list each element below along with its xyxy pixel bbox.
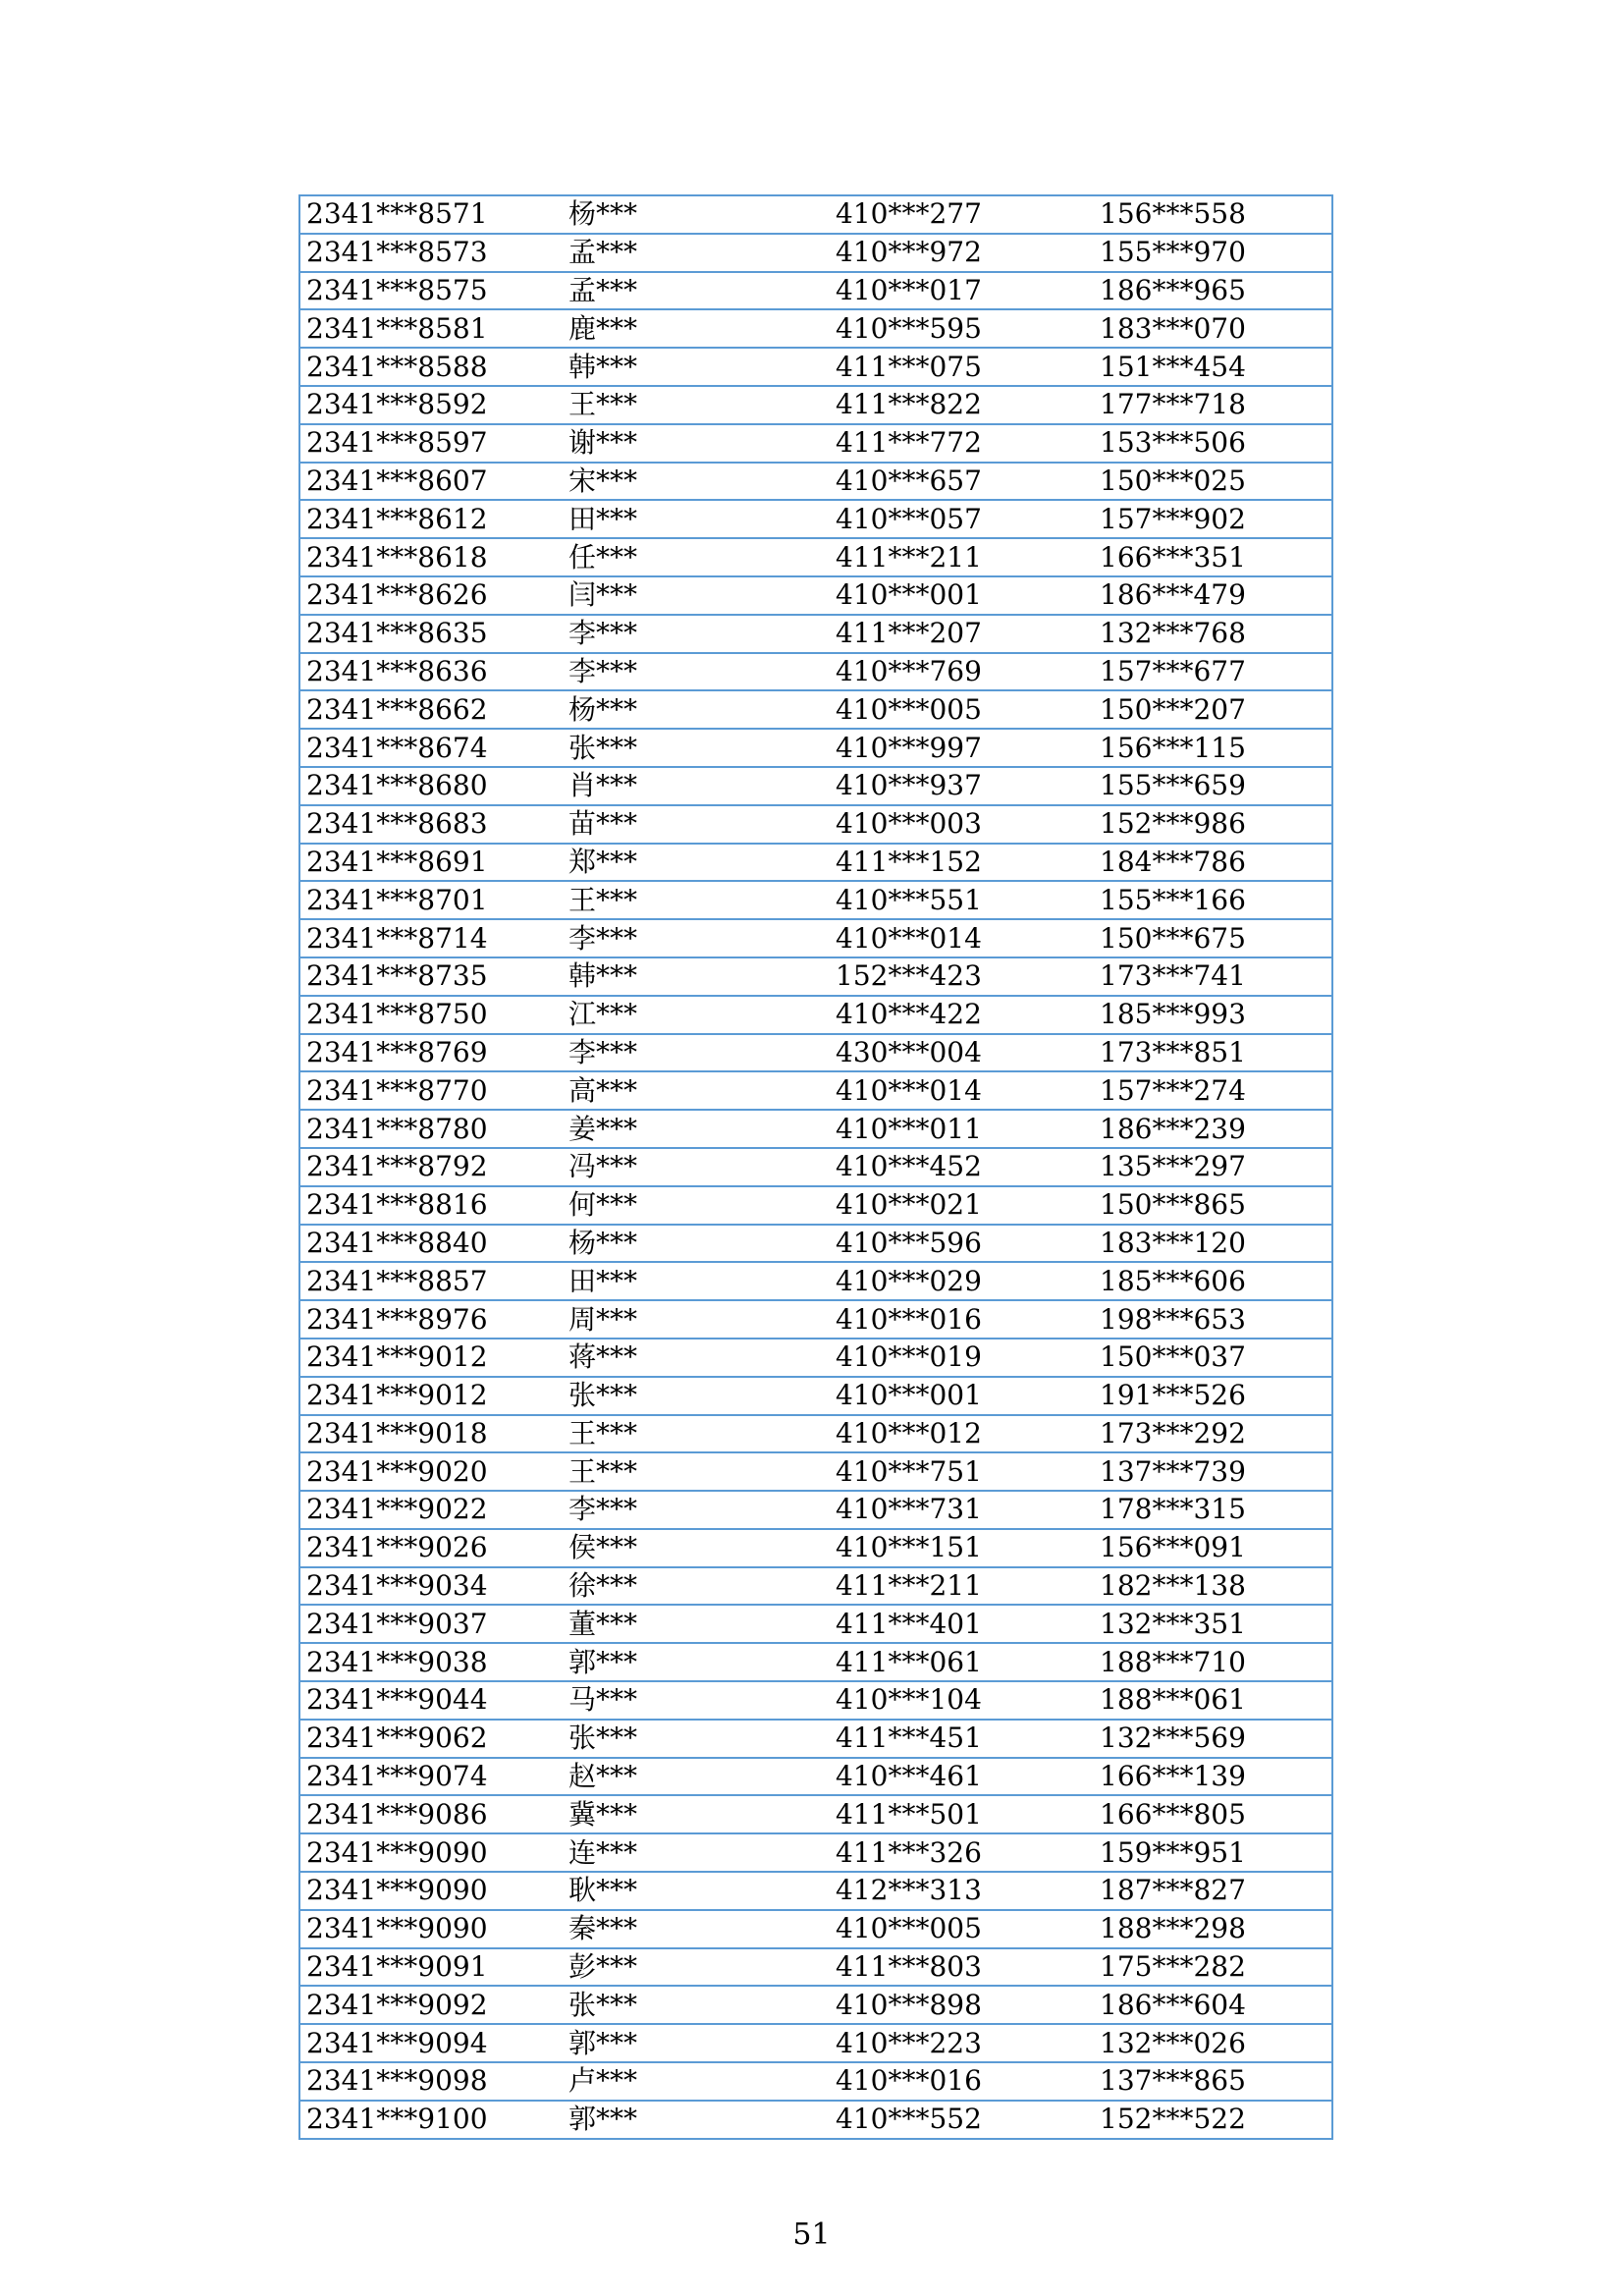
table-row [299, 348, 1332, 386]
table-row [299, 234, 1332, 272]
record-id-cell: 2341***9022 [299, 1491, 559, 1529]
phone-cell: 132***569 [1094, 1720, 1332, 1758]
id-number-cell: 411***211 [828, 538, 1094, 576]
phone-cell: 166***351 [1094, 538, 1332, 576]
table-row [299, 1720, 1332, 1758]
name-cell: 闫*** [559, 576, 828, 615]
record-id-cell: 2341***9044 [299, 1681, 559, 1720]
id-number-cell: 411***451 [828, 1720, 1094, 1758]
table-row [299, 690, 1332, 729]
name-cell: 李*** [559, 919, 828, 957]
page-number: 51 [792, 2217, 831, 2252]
id-number-cell: 410***005 [828, 1910, 1094, 1948]
id-number-cell: 410***452 [828, 1148, 1094, 1186]
id-number-cell: 411***152 [828, 844, 1094, 882]
record-id-cell: 2341***8588 [299, 348, 559, 386]
table-row [299, 195, 1332, 234]
table-row [299, 881, 1332, 919]
phone-cell: 156***115 [1094, 729, 1332, 767]
name-cell: 杨*** [559, 1225, 828, 1263]
id-number-cell: 412***313 [828, 1872, 1094, 1910]
phone-cell: 153***506 [1094, 424, 1332, 463]
id-number-cell: 410***898 [828, 1986, 1094, 2024]
name-cell: 姜*** [559, 1110, 828, 1148]
record-id-cell: 2341***8780 [299, 1110, 559, 1148]
record-id-cell: 2341***9020 [299, 1452, 559, 1491]
phone-cell: 150***675 [1094, 919, 1332, 957]
record-id-cell: 2341***8626 [299, 576, 559, 615]
record-id-cell: 2341***8683 [299, 805, 559, 844]
record-id-cell: 2341***9092 [299, 1986, 559, 2024]
name-cell: 周*** [559, 1300, 828, 1339]
id-number-cell: 410***014 [828, 919, 1094, 957]
phone-cell: 187***827 [1094, 1872, 1332, 1910]
table-row [299, 1186, 1332, 1225]
name-cell: 孟*** [559, 272, 828, 310]
record-id-cell: 2341***8597 [299, 424, 559, 463]
record-table [298, 194, 1333, 2140]
phone-cell: 150***865 [1094, 1186, 1332, 1225]
name-cell: 李*** [559, 1491, 828, 1529]
table-row [299, 272, 1332, 310]
table-row [299, 996, 1332, 1034]
phone-cell: 157***902 [1094, 500, 1332, 538]
table-row [299, 1148, 1332, 1186]
record-id-cell: 2341***9074 [299, 1758, 559, 1796]
id-number-cell: 410***657 [828, 463, 1094, 501]
table-row [299, 1339, 1332, 1377]
name-cell: 连*** [559, 1833, 828, 1872]
name-cell: 徐*** [559, 1567, 828, 1606]
name-cell: 王*** [559, 1452, 828, 1491]
phone-cell: 150***025 [1094, 463, 1332, 501]
id-number-cell: 411***822 [828, 386, 1094, 424]
id-number-cell: 410***011 [828, 1110, 1094, 1148]
id-number-cell: 410***151 [828, 1529, 1094, 1567]
name-cell: 韩*** [559, 348, 828, 386]
name-cell: 冀*** [559, 1795, 828, 1833]
name-cell: 王*** [559, 881, 828, 919]
phone-cell: 188***710 [1094, 1643, 1332, 1681]
name-cell: 王*** [559, 386, 828, 424]
table-row [299, 538, 1332, 576]
phone-cell: 155***659 [1094, 767, 1332, 805]
id-number-cell: 411***501 [828, 1795, 1094, 1833]
name-cell: 董*** [559, 1605, 828, 1643]
name-cell: 任*** [559, 538, 828, 576]
name-cell: 张*** [559, 1377, 828, 1415]
record-id-cell: 2341***8857 [299, 1262, 559, 1300]
phone-cell: 173***851 [1094, 1034, 1332, 1072]
record-id-cell: 2341***9098 [299, 2062, 559, 2101]
record-id-cell: 2341***9086 [299, 1795, 559, 1833]
phone-cell: 183***070 [1094, 309, 1332, 348]
id-number-cell: 410***461 [828, 1758, 1094, 1796]
phone-cell: 132***026 [1094, 2024, 1332, 2062]
table-row [299, 729, 1332, 767]
id-number-cell: 410***552 [828, 2101, 1094, 2139]
name-cell: 张*** [559, 729, 828, 767]
table-row [299, 1910, 1332, 1948]
id-number-cell: 411***211 [828, 1567, 1094, 1606]
record-id-cell: 2341***9090 [299, 1833, 559, 1872]
phone-cell: 185***606 [1094, 1262, 1332, 1300]
record-id-cell: 2341***8571 [299, 195, 559, 234]
record-id-cell: 2341***8816 [299, 1186, 559, 1225]
id-number-cell: 410***595 [828, 309, 1094, 348]
name-cell: 肖*** [559, 767, 828, 805]
name-cell: 江*** [559, 996, 828, 1034]
record-id-cell: 2341***8607 [299, 463, 559, 501]
record-id-cell: 2341***9037 [299, 1605, 559, 1643]
name-cell: 郭*** [559, 2101, 828, 2139]
name-cell: 谢*** [559, 424, 828, 463]
record-id-cell: 2341***8701 [299, 881, 559, 919]
table-row [299, 1110, 1332, 1148]
id-number-cell: 410***277 [828, 195, 1094, 234]
phone-cell: 173***292 [1094, 1415, 1332, 1453]
id-number-cell: 430***004 [828, 1034, 1094, 1072]
table-row [299, 1377, 1332, 1415]
table-row [299, 500, 1332, 538]
name-cell: 郭*** [559, 2024, 828, 2062]
id-number-cell: 410***001 [828, 1377, 1094, 1415]
record-id-cell: 2341***8770 [299, 1071, 559, 1110]
name-cell: 卢*** [559, 2062, 828, 2101]
phone-cell: 175***282 [1094, 1948, 1332, 1987]
table-row [299, 1071, 1332, 1110]
phone-cell: 152***522 [1094, 2101, 1332, 2139]
id-number-cell: 410***017 [828, 272, 1094, 310]
name-cell: 冯*** [559, 1148, 828, 1186]
id-number-cell: 410***021 [828, 1186, 1094, 1225]
phone-cell: 188***298 [1094, 1910, 1332, 1948]
id-number-cell: 410***003 [828, 805, 1094, 844]
table-row [299, 424, 1332, 463]
table-row [299, 1986, 1332, 2024]
name-cell: 耿*** [559, 1872, 828, 1910]
name-cell: 王*** [559, 1415, 828, 1453]
name-cell: 何*** [559, 1186, 828, 1225]
table-row [299, 2024, 1332, 2062]
record-id-cell: 2341***8735 [299, 957, 559, 996]
phone-cell: 132***351 [1094, 1605, 1332, 1643]
table-row [299, 919, 1332, 957]
record-id-cell: 2341***8636 [299, 653, 559, 691]
table-row [299, 653, 1332, 691]
phone-cell: 137***739 [1094, 1452, 1332, 1491]
table-row [299, 1529, 1332, 1567]
phone-cell: 191***526 [1094, 1377, 1332, 1415]
name-cell: 宋*** [559, 463, 828, 501]
table-row [299, 615, 1332, 653]
record-id-cell: 2341***9012 [299, 1339, 559, 1377]
id-number-cell: 410***019 [828, 1339, 1094, 1377]
name-cell: 李*** [559, 615, 828, 653]
record-id-cell: 2341***9062 [299, 1720, 559, 1758]
name-cell: 郭*** [559, 1643, 828, 1681]
id-number-cell: 410***029 [828, 1262, 1094, 1300]
id-number-cell: 410***596 [828, 1225, 1094, 1263]
phone-cell: 188***061 [1094, 1681, 1332, 1720]
record-table-body [299, 195, 1332, 2139]
table-row [299, 1643, 1332, 1681]
phone-cell: 166***139 [1094, 1758, 1332, 1796]
name-cell: 韩*** [559, 957, 828, 996]
name-cell: 苗*** [559, 805, 828, 844]
record-id-cell: 2341***9026 [299, 1529, 559, 1567]
record-id-cell: 2341***8612 [299, 500, 559, 538]
id-number-cell: 410***751 [828, 1452, 1094, 1491]
name-cell: 侯*** [559, 1529, 828, 1567]
table-row [299, 576, 1332, 615]
table-row [299, 1833, 1332, 1872]
name-cell: 马*** [559, 1681, 828, 1720]
table-row [299, 805, 1332, 844]
record-id-cell: 2341***9100 [299, 2101, 559, 2139]
id-number-cell: 410***769 [828, 653, 1094, 691]
record-id-cell: 2341***8840 [299, 1225, 559, 1263]
phone-cell: 198***653 [1094, 1300, 1332, 1339]
record-id-cell: 2341***9094 [299, 2024, 559, 2062]
phone-cell: 182***138 [1094, 1567, 1332, 1606]
record-id-cell: 2341***9034 [299, 1567, 559, 1606]
table-row [299, 1452, 1332, 1491]
phone-cell: 151***454 [1094, 348, 1332, 386]
phone-cell: 157***677 [1094, 653, 1332, 691]
phone-cell: 186***479 [1094, 576, 1332, 615]
table-row [299, 2062, 1332, 2101]
id-number-cell: 410***104 [828, 1681, 1094, 1720]
record-id-cell: 2341***8635 [299, 615, 559, 653]
phone-cell: 157***274 [1094, 1071, 1332, 1110]
table-row [299, 1262, 1332, 1300]
id-number-cell: 410***972 [828, 234, 1094, 272]
table-row [299, 1300, 1332, 1339]
record-id-cell: 2341***8714 [299, 919, 559, 957]
name-cell: 郑*** [559, 844, 828, 882]
id-number-cell: 411***401 [828, 1605, 1094, 1643]
record-id-cell: 2341***8662 [299, 690, 559, 729]
id-number-cell: 410***997 [828, 729, 1094, 767]
phone-cell: 137***865 [1094, 2062, 1332, 2101]
id-number-cell: 411***207 [828, 615, 1094, 653]
record-id-cell: 2341***8792 [299, 1148, 559, 1186]
record-id-cell: 2341***8575 [299, 272, 559, 310]
phone-cell: 178***315 [1094, 1491, 1332, 1529]
name-cell: 杨*** [559, 195, 828, 234]
phone-cell: 166***805 [1094, 1795, 1332, 1833]
record-id-cell: 2341***9091 [299, 1948, 559, 1987]
table-row [299, 463, 1332, 501]
record-id-cell: 2341***9090 [299, 1910, 559, 1948]
table-row [299, 386, 1332, 424]
phone-cell: 156***558 [1094, 195, 1332, 234]
id-number-cell: 410***223 [828, 2024, 1094, 2062]
phone-cell: 159***951 [1094, 1833, 1332, 1872]
id-number-cell: 410***016 [828, 1300, 1094, 1339]
phone-cell: 186***965 [1094, 272, 1332, 310]
id-number-cell: 411***772 [828, 424, 1094, 463]
record-id-cell: 2341***9012 [299, 1377, 559, 1415]
id-number-cell: 410***016 [828, 2062, 1094, 2101]
table-row [299, 1034, 1332, 1072]
id-number-cell: 410***012 [828, 1415, 1094, 1453]
id-number-cell: 410***422 [828, 996, 1094, 1034]
phone-cell: 186***239 [1094, 1110, 1332, 1148]
table-row [299, 1567, 1332, 1606]
id-number-cell: 411***061 [828, 1643, 1094, 1681]
table-row [299, 1872, 1332, 1910]
phone-cell: 155***970 [1094, 234, 1332, 272]
phone-cell: 155***166 [1094, 881, 1332, 919]
table-row [299, 1225, 1332, 1263]
record-id-cell: 2341***8581 [299, 309, 559, 348]
phone-cell: 156***091 [1094, 1529, 1332, 1567]
record-id-cell: 2341***9018 [299, 1415, 559, 1453]
record-id-cell: 2341***8680 [299, 767, 559, 805]
phone-cell: 132***768 [1094, 615, 1332, 653]
id-number-cell: 410***014 [828, 1071, 1094, 1110]
name-cell: 田*** [559, 500, 828, 538]
phone-cell: 177***718 [1094, 386, 1332, 424]
name-cell: 孟*** [559, 234, 828, 272]
record-id-cell: 2341***8769 [299, 1034, 559, 1072]
id-number-cell: 410***731 [828, 1491, 1094, 1529]
table-row [299, 1681, 1332, 1720]
table-row [299, 2101, 1332, 2139]
name-cell: 鹿*** [559, 309, 828, 348]
record-id-cell: 2341***8592 [299, 386, 559, 424]
name-cell: 秦*** [559, 1910, 828, 1948]
record-id-cell: 2341***8674 [299, 729, 559, 767]
id-number-cell: 411***326 [828, 1833, 1094, 1872]
record-id-cell: 2341***8691 [299, 844, 559, 882]
phone-cell: 173***741 [1094, 957, 1332, 996]
name-cell: 杨*** [559, 690, 828, 729]
id-number-cell: 410***937 [828, 767, 1094, 805]
name-cell: 李*** [559, 1034, 828, 1072]
name-cell: 李*** [559, 653, 828, 691]
id-number-cell: 410***057 [828, 500, 1094, 538]
table-row [299, 1415, 1332, 1453]
table-row [299, 1758, 1332, 1796]
record-id-cell: 2341***9038 [299, 1643, 559, 1681]
name-cell: 张*** [559, 1986, 828, 2024]
phone-cell: 186***604 [1094, 1986, 1332, 2024]
phone-cell: 135***297 [1094, 1148, 1332, 1186]
record-id-cell: 2341***8976 [299, 1300, 559, 1339]
name-cell: 蒋*** [559, 1339, 828, 1377]
record-id-cell: 2341***8750 [299, 996, 559, 1034]
id-number-cell: 411***075 [828, 348, 1094, 386]
id-number-cell: 410***551 [828, 881, 1094, 919]
phone-cell: 183***120 [1094, 1225, 1332, 1263]
phone-cell: 185***993 [1094, 996, 1332, 1034]
record-id-cell: 2341***8573 [299, 234, 559, 272]
table-row [299, 1948, 1332, 1987]
id-number-cell: 410***005 [828, 690, 1094, 729]
id-number-cell: 410***001 [828, 576, 1094, 615]
phone-cell: 184***786 [1094, 844, 1332, 882]
table-row [299, 1795, 1332, 1833]
name-cell: 田*** [559, 1262, 828, 1300]
table-row [299, 957, 1332, 996]
name-cell: 张*** [559, 1720, 828, 1758]
table-row [299, 1605, 1332, 1643]
record-id-cell: 2341***9090 [299, 1872, 559, 1910]
table-row [299, 1491, 1332, 1529]
record-id-cell: 2341***8618 [299, 538, 559, 576]
phone-cell: 152***986 [1094, 805, 1332, 844]
table-row [299, 309, 1332, 348]
table-row [299, 844, 1332, 882]
id-number-cell: 152***423 [828, 957, 1094, 996]
id-number-cell: 411***803 [828, 1948, 1094, 1987]
phone-cell: 150***037 [1094, 1339, 1332, 1377]
table-row [299, 767, 1332, 805]
name-cell: 赵*** [559, 1758, 828, 1796]
phone-cell: 150***207 [1094, 690, 1332, 729]
name-cell: 彭*** [559, 1948, 828, 1987]
name-cell: 高*** [559, 1071, 828, 1110]
